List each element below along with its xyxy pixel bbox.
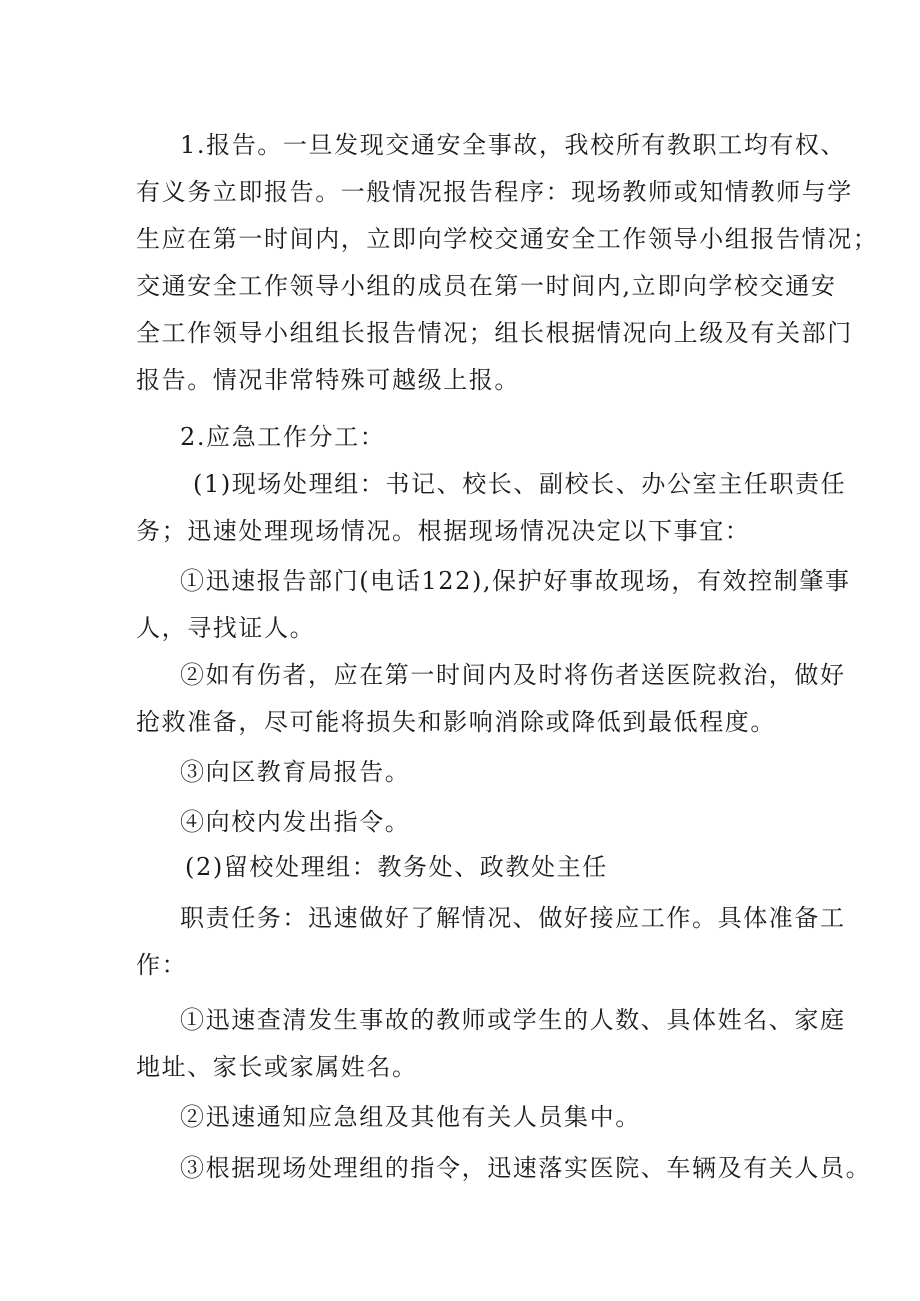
school-group-duty-line-2: 作： xyxy=(136,951,188,979)
school-item-1-line-2: 地址、家长或家属姓名。 xyxy=(136,1053,418,1081)
paragraph-report-line-3: 生应在第一时间内，立即向学校交通安全工作领导小组报告情况； xyxy=(136,225,879,253)
onsite-item-1-line-1: ①迅速报告部门(电话122),保护好事故现场，有效控制肇事 xyxy=(180,567,851,595)
paragraph-report-line-1: 1.报告。一旦发现交通安全事故，我校所有教职工均有权、 xyxy=(180,131,847,159)
paragraph-report-line-4: 交通安全工作领导小组的成员在第一时间内,立即向学校交通安 xyxy=(136,272,837,300)
paragraph-report-line-2: 有义务立即报告。一般情况报告程序：现场教师或知情教师与学 xyxy=(136,178,853,206)
onsite-item-1-line-2: 人，寻找证人。 xyxy=(136,614,316,642)
section-heading-emergency-division: 2.应急工作分工： xyxy=(180,423,386,451)
school-item-3: ③根据现场处理组的指令，迅速落实医院、车辆及有关人员。 xyxy=(180,1154,872,1182)
onsite-group-line-1: (1)现场处理组：书记、校长、副校长、办公室主任职责任 xyxy=(193,470,847,498)
school-item-1-line-1: ①迅速查清发生事故的教师或学生的人数、具体姓名、家庭 xyxy=(180,1006,846,1034)
school-group-heading: (2)留校处理组：教务处、政教处主任 xyxy=(185,853,608,881)
onsite-item-2-line-1: ②如有伤者，应在第一时间内及时将伤者送医院救治，做好 xyxy=(180,661,846,689)
onsite-item-4: ④向校内发出指令。 xyxy=(180,808,411,836)
paragraph-report-line-5: 全工作领导小组组长报告情况；组长根据情况向上级及有关部门 xyxy=(136,319,853,347)
onsite-item-3: ③向区教育局报告。 xyxy=(180,758,411,786)
onsite-item-2-line-2: 抢救准备，尽可能将损失和影响消除或降低到最低程度。 xyxy=(136,708,776,736)
onsite-group-line-2: 务；迅速处理现场情况。根据现场情况决定以下事宜： xyxy=(136,517,751,545)
paragraph-report-line-6: 报告。情况非常特殊可越级上报。 xyxy=(136,366,520,394)
school-item-2: ②迅速通知应急组及其他有关人员集中。 xyxy=(180,1103,641,1131)
school-group-duty-line-1: 职责任务：迅速做好了解情况、做好接应工作。具体准备工 xyxy=(180,904,846,932)
